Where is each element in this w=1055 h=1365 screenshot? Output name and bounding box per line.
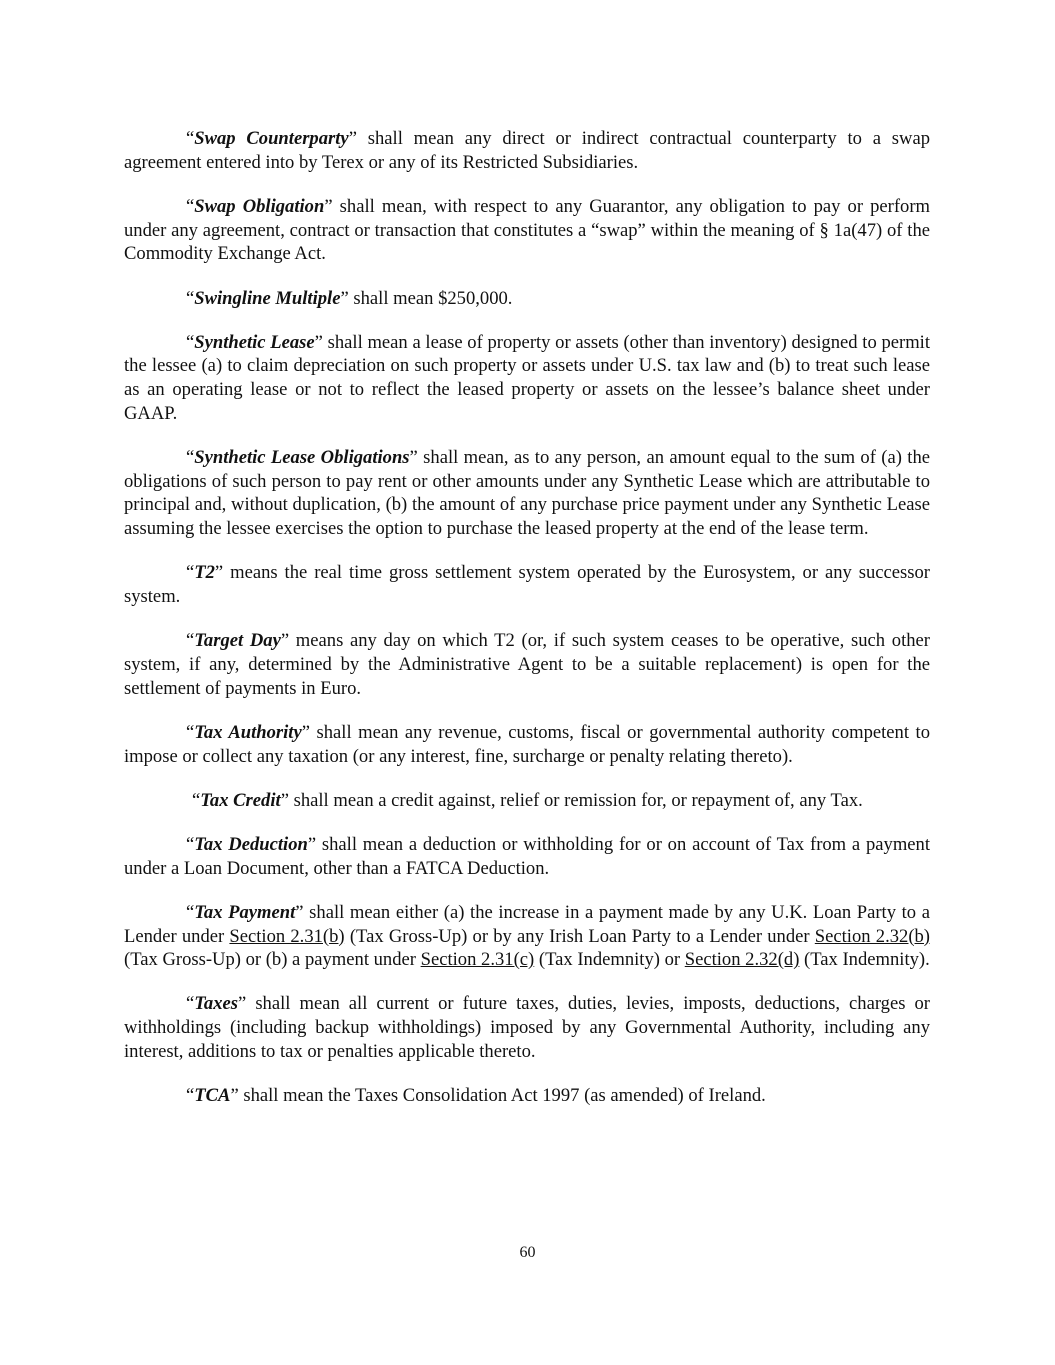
definition-text: shall mean any revenue, customs, fiscal or governmental authority competent to impose or collect any taxation (or any interest, fine, surcharge or penalty relating thereto). — [124, 721, 931, 767]
definition-swap-counterparty: “Swap Counterparty” shall mean any direct or indirect contractual counterparty to a swap agreement entered into by Terex or any of its Restricted Subsidiaries. — [124, 128, 930, 173]
definition-swingline-multiple: “Swingline Multiple” shall mean $250,000. — [186, 287, 513, 309]
section-reference-link: Section 2.31(b) — [229, 925, 345, 947]
defined-term: Tax Authority — [194, 721, 302, 743]
definition-text: shall mean, with respect to any Guarantor, any obligation to pay or perform under any agreement, contract or transaction that constitutes a “swap” within the meaning of § 1a(47) of the Commodity Exchange Act. — [124, 195, 930, 265]
definition-t2: “T2” means the real time gross settlement system operated by the Eurosystem, or any successor system. — [124, 562, 930, 608]
definition-text: shall mean $250,000. — [348, 287, 513, 309]
definition-tax-authority: “Tax Authority” shall mean any revenue, customs, fiscal or governmental authority competent to impose or collect any taxation (or any interest, fine, surcharge or penalty relating thereto). — [124, 721, 931, 767]
definition-tax-deduction: “Tax Deduction” shall mean a deduction or withholding for or on account of Tax from a payment under a Loan Document, other than a FATCA Deduction. — [124, 833, 930, 879]
defined-term: Swap Obligation — [194, 195, 325, 217]
document-page — [124, 127, 930, 1128]
definition-text: shall mean, as to any person, an amount equal to the sum of (a) the obligations of such person to pay rent or other amounts under any Synthetic Lease which are attributable to principal and, without duplication, (b) the amount of any purchase price payment under any Synthetic Lease assuming the lessee exercises the option to purchase the leased property at the end of the lease term. — [124, 447, 930, 540]
defined-term: Swap Counterparty — [194, 128, 349, 149]
defined-term: Taxes — [194, 993, 238, 1015]
definition-tax-payment: “Tax Payment” shall mean either (a) the increase in a payment made by any U.K. Loan Party to a Lender under Section 2.31(b) (Tax Gross-Up) or by any Irish Loan Party to a Lender under Section 2.32(b) (Tax Gross-Up) or (b) a payment under Section 2.31(c) (Tax Indemnity) or Section 2.32(d) (Tax Indemnity). — [124, 901, 930, 971]
defined-term: Tax Deduction — [194, 833, 308, 855]
definition-tca: “TCA” shall mean the Taxes Consolidation Act 1997 (as amended) of Ireland. — [186, 1085, 766, 1107]
definition-text: shall mean a lease of property or assets (other than inventory) designed to permit the lessee (a) to claim depreciation on such property or assets under U.S. tax law and (b) to treat such lease as an operating lease or not to reflect the leased property or assets on the lessee’s balance sheet under GAAP. — [124, 331, 930, 424]
defined-term: T2 — [194, 562, 215, 584]
definition-text: shall mean the Taxes Consolidation Act 1997 (as amended) of Ireland. — [238, 1085, 766, 1107]
section-reference-link: Section 2.32(b) — [814, 925, 930, 947]
definition-text: shall mean any direct or indirect contractual counterparty to a swap agreement entered into by Terex or any of its Restricted Subsidiaries. — [124, 128, 930, 173]
definition-text: means any day on which T2 (or, if such system ceases to be operative, such other system, if any, determined by the Administrative Agent to be a suitable replacement) is open for the settlement of payments in Euro. — [124, 630, 931, 699]
definition-text: (Tax Gross-Up) or (b) a payment under — [124, 949, 421, 971]
defined-term: Synthetic Lease — [194, 331, 315, 353]
definition-text: (Tax Indemnity) or — [534, 949, 685, 971]
section-reference-link: Section 2.31(c) — [420, 949, 535, 971]
section-reference-link: Section 2.32(d) — [684, 949, 800, 971]
defined-term: Synthetic Lease Obligations — [194, 447, 410, 469]
definition-swap-obligation: “Swap Obligation” shall mean, with respect to any Guarantor, any obligation to pay or perform under any agreement, contract or transaction that constitutes a “swap” within the meaning of § 1a(47) of the Commodity Exchange Act. — [124, 195, 930, 265]
definition-tax-credit: “Tax Credit” shall mean a credit against, relief or remission for, or repayment of, any Tax. — [192, 789, 863, 811]
definition-text: shall mean either (a) the increase in a payment made by any U.K. Loan Party to a Lender under — [124, 901, 930, 947]
definition-taxes: “Taxes” shall mean all current or future taxes, duties, levies, imposts, deductions, charges or withholdings (including backup withholdings) imposed by any Governmental Authority, including any interest, additions to tax or penalties applicable thereto. — [124, 993, 930, 1062]
definition-text: means the real time gross settlement system operated by the Eurosystem, or any successor system. — [124, 562, 930, 608]
definition-target-day: “Target Day” means any day on which T2 (or, if such system ceases to be operative, such other system, if any, determined by the Administrative Agent to be a suitable replacement) is open for the settlement of payments in Euro. — [124, 630, 931, 699]
definition-text: shall mean a credit against, relief or remission for, or repayment of, any Tax. — [288, 789, 863, 811]
page-number: 60 — [519, 1244, 536, 1261]
defined-term: Swingline Multiple — [194, 287, 341, 309]
defined-term: Tax Credit — [200, 789, 281, 811]
defined-term: TCA — [194, 1085, 231, 1107]
definition-text: shall mean all current or future taxes, duties, levies, imposts, deductions, charges or withholdings (including backup withholdings) imposed by any Governmental Authority, including any interest, additions to tax or penalties applicable thereto. — [124, 993, 930, 1062]
definition-synthetic-lease: “Synthetic Lease” shall mean a lease of property or assets (other than inventory) designed to permit the lessee (a) to claim depreciation on such property or assets under U.S. tax law and (b) to treat such lease as an operating lease or not to reflect the leased property or assets on the lessee’s balance sheet under GAAP. — [124, 331, 930, 424]
defined-term: Tax Payment — [194, 901, 296, 923]
definition-text: shall mean a deduction or withholding for or on account of Tax from a payment under a Loan Document, other than a FATCA Deduction. — [124, 833, 930, 879]
defined-term: Target Day — [194, 630, 281, 652]
definition-text: (Tax Gross-Up) or by any Irish Loan Party to a Lender under — [344, 925, 815, 947]
definition-synthetic-lease-obligations: “Synthetic Lease Obligations” shall mean, as to any person, an amount equal to the sum of (a) the obligations of such person to pay rent or other amounts under any Synthetic Lease which are attributable to principal and, without duplication, (b) the amount of any purchase price payment under any Synthetic Lease assuming the lessee exercises the option to purchase the leased property at the end of the lease term. — [124, 447, 930, 540]
definition-text: (Tax Indemnity). — [799, 949, 930, 971]
